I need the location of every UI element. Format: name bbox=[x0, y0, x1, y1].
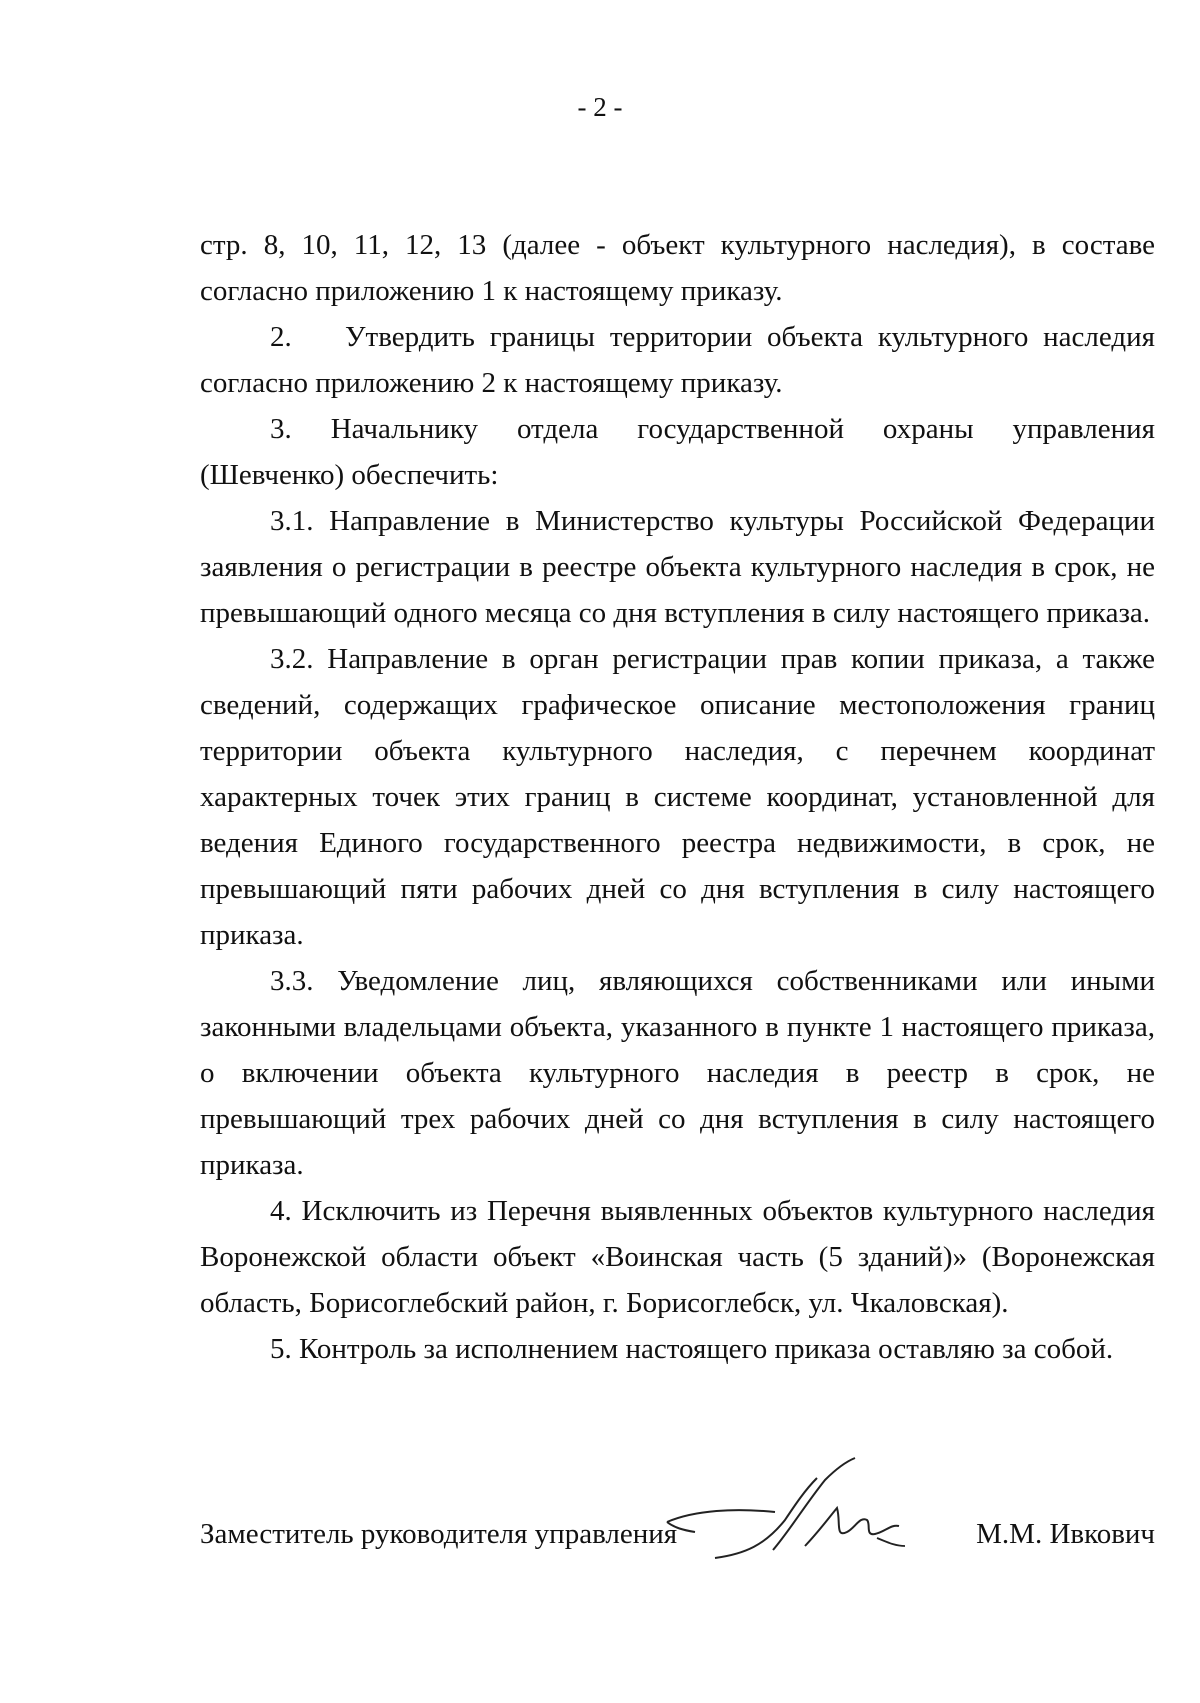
paragraph-1-line-2: согласно приложению 1 к настоящему приказу. bbox=[200, 275, 783, 307]
paragraph-4: 4. Исключить из Перечня выявленных объектов культурного наследия Воронежской области объект «Воинская часть (5 зданий)» (Воронежская область, Борисоглебский район, г. Борисоглебск, ул. Чкаловская). bbox=[200, 1195, 1155, 1319]
paragraph-3-word: государственной bbox=[637, 413, 844, 445]
paragraph-3-word: отдела bbox=[516, 413, 599, 445]
paragraph-3-word: Начальнику bbox=[330, 413, 478, 445]
paragraph-2-continuation: согласно приложению 2 к настоящему приказу. bbox=[200, 367, 783, 399]
paragraph-5: 5. Контроль за исполнением настоящего приказа оставляю за собой. bbox=[270, 1333, 1114, 1365]
document-body bbox=[200, 222, 1155, 1372]
paragraph-3-word: 3. bbox=[270, 413, 292, 445]
paragraph-2-text: Утвердить границы территории объекта культурного наследия bbox=[345, 321, 1155, 353]
paragraph-3 bbox=[200, 406, 1155, 452]
paragraph-3-word: управления bbox=[1012, 413, 1155, 445]
paragraph-3-1: 3.1. Направление в Министерство культуры Российской Федерации заявления о регистрации в реестре объекта культурного наследия в срок, не превышающий одного месяца со дня вступления в силу настоящего приказа. bbox=[200, 505, 1155, 629]
paragraph-1-line-1: стр. 8, 10, 11, 12, 13 (далее - объект культурного наследия), в составе bbox=[200, 229, 1155, 261]
paragraph-3-2: 3.2. Направление в орган регистрации прав копии приказа, а также сведений, содержащих графическое описание местоположения границ территории объекта культурного наследия, с перечнем координат характерных точек этих границ в системе координат, установленной для ведения Единого государственного реестра недвижимости, в срок, не превышающий пяти рабочих дней со дня вступления в силу настоящего приказа. bbox=[200, 643, 1155, 951]
handwritten-signature bbox=[655, 1450, 925, 1570]
signatory-position: Заместитель руководителя управления bbox=[200, 1518, 678, 1550]
paragraph-2 bbox=[200, 314, 1155, 360]
paragraph-3-word: охраны bbox=[882, 413, 974, 445]
page-number: - 2 - bbox=[577, 92, 623, 122]
signature-block bbox=[200, 1450, 1155, 1570]
paragraph-3-3: 3.3. Уведомление лиц, являющихся собственниками или иными законными владельцами объекта, указанного в пункте 1 настоящего приказа, о включении объекта культурного наследия в реестр в срок, не превышающий трех рабочих дней со дня вступления в силу настоящего приказа. bbox=[200, 965, 1155, 1181]
signatory-name: М.М. Ивкович bbox=[976, 1518, 1155, 1550]
paragraph-2-number: 2. bbox=[270, 321, 292, 353]
paragraph-3-continuation: (Шевченко) обеспечить: bbox=[200, 459, 499, 491]
